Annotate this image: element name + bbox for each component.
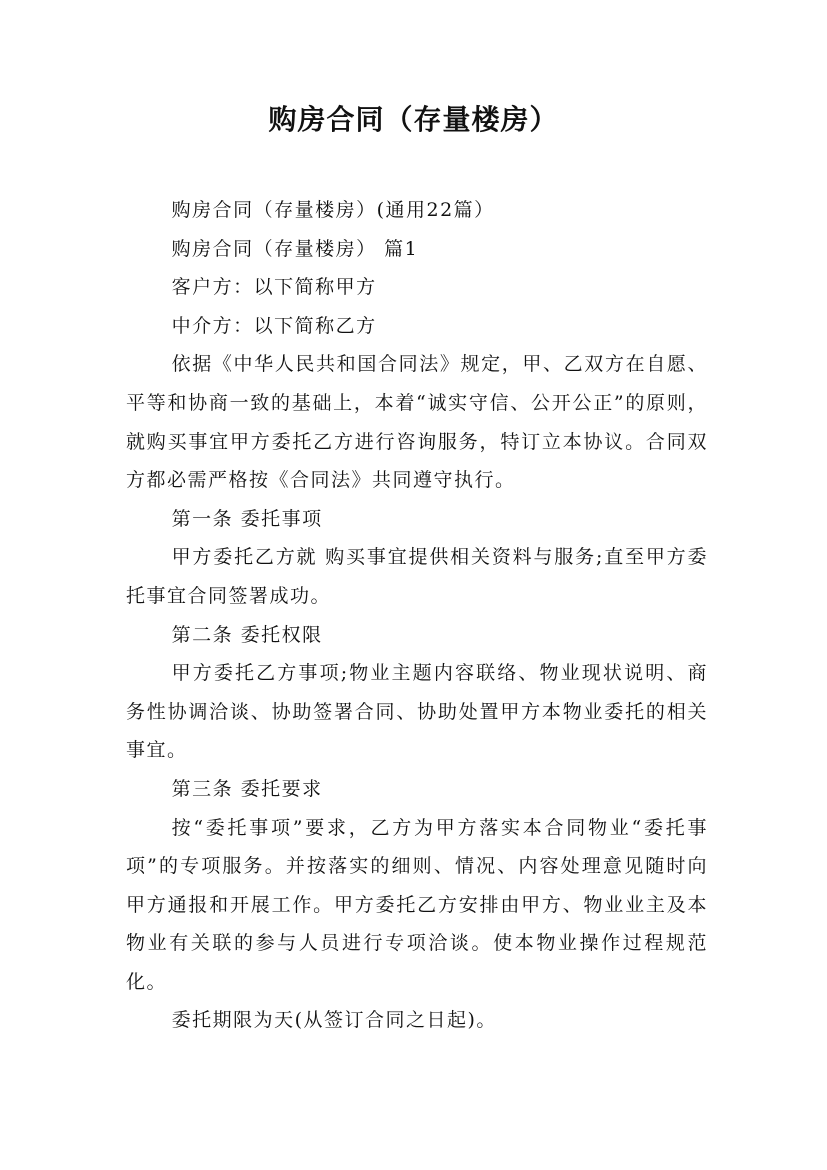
article-1-body: 甲方委托乙方就 购买事宜提供相关资料与服务;直至甲方委托事宜合同签署成功。 — [126, 546, 708, 607]
article-3-body: 按“委托事项”要求，乙方为甲方落实本合同物业“委托事项”的专项服务。并按落实的细则、情况、内容处理意见随时向甲方通报和开展工作。甲方委托乙方安排由甲方、物业业主及本物业有关联的参与人员进行专项洽谈。使本物业操作过程规范化。 — [126, 816, 708, 993]
article-1-heading: 第一条 委托事项 — [171, 507, 323, 530]
article-2-heading: 第二条 委托权限 — [171, 623, 323, 646]
paragraph-party-b: 中介方：以下简称乙方 — [171, 314, 377, 337]
paragraph-section-heading: 购房合同（存量楼房） 篇1 — [171, 237, 419, 260]
paragraph-subtitle: 购房合同（存量楼房）(通用22篇） — [171, 199, 495, 221]
paragraph-party-a: 客户方：以下简称甲方 — [171, 276, 377, 299]
article-2-body: 甲方委托乙方事项;物业主题内容联络、物业现状说明、商务性协调洽谈、协助签署合同、协助处置甲方本物业委托的相关事宜。 — [126, 662, 708, 762]
document-body — [126, 191, 708, 1040]
article-3-heading: 第三条 委托要求 — [171, 777, 323, 800]
document-title: 购房合同（存量楼房） — [268, 103, 559, 136]
paragraph-term: 委托期限为天(从签订合同之日起)。 — [171, 1009, 497, 1032]
paragraph-preamble: 依据《中华人民共和国合同法》规定，甲、乙双方在自愿、平等和协商一致的基础上，本着“诚实守信、公开公正”的原则，就购买事宜甲方委托乙方进行咨询服务，特订立本协议。合同双方都必需严格按《合同法》共同遵守执行。 — [126, 353, 708, 492]
